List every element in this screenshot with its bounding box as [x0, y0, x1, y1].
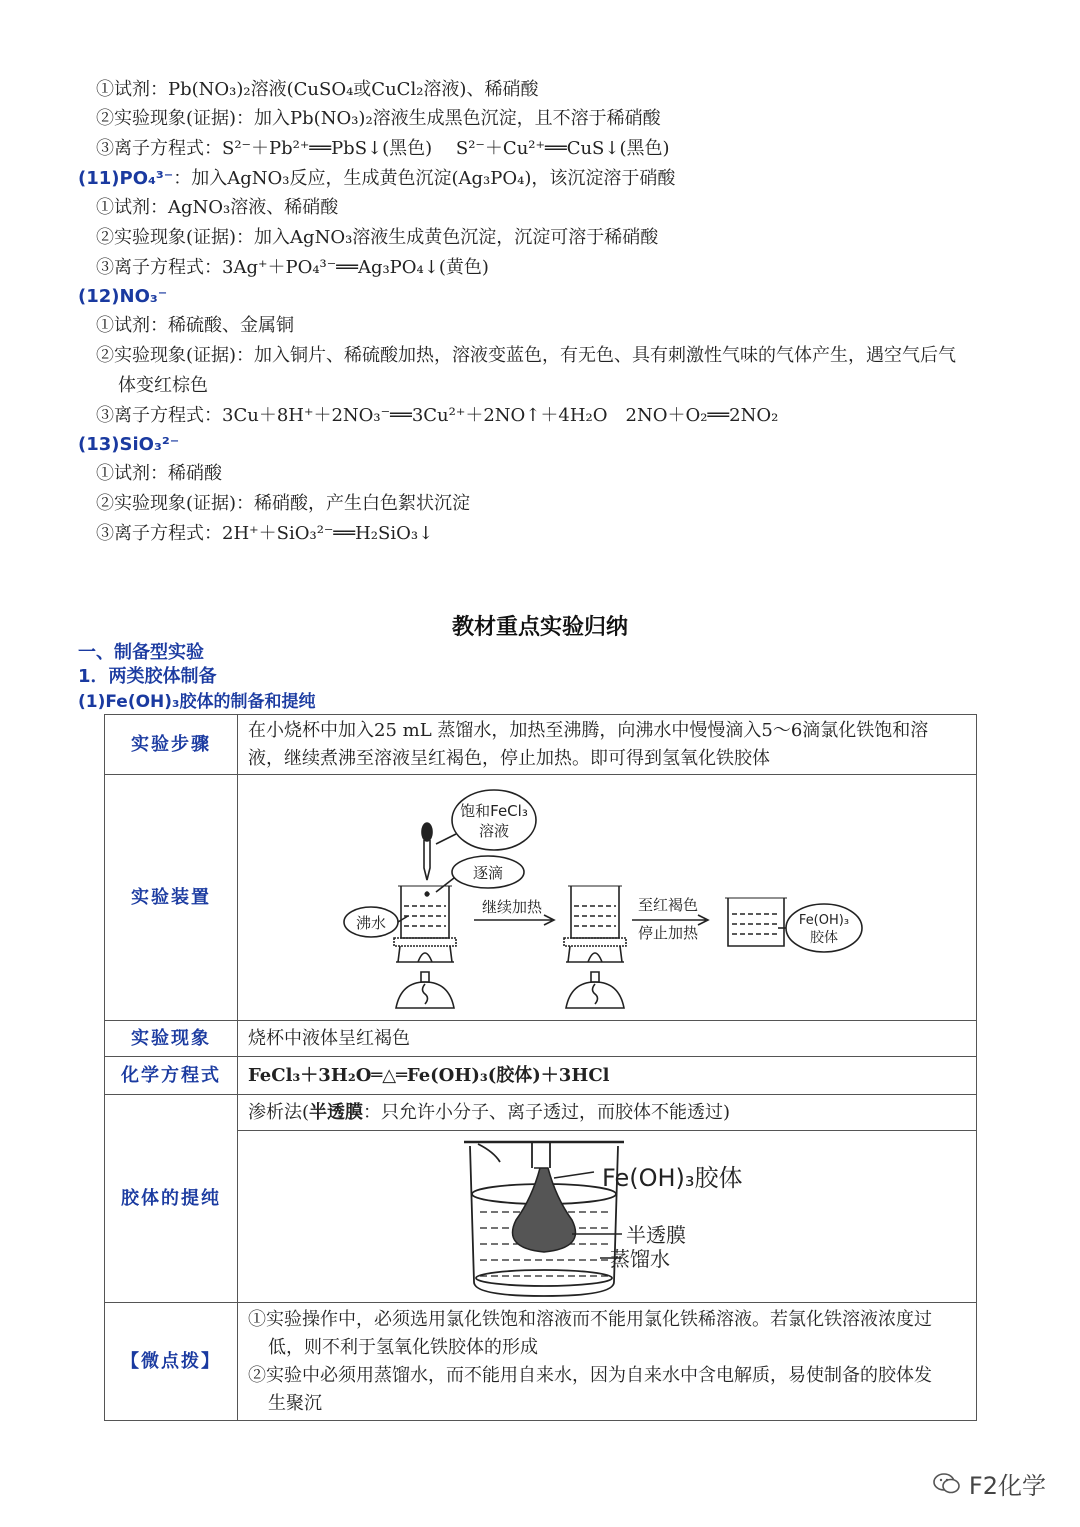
label-colloid-bag: Fe(OH)₃胶体 — [602, 1163, 743, 1192]
s12-reagent: ①试剂：稀硫酸、金属铜 — [96, 315, 294, 336]
dropper — [422, 823, 432, 880]
purify-post: ：只允许小分子、离子透过，而胶体不能透过) — [363, 1101, 731, 1123]
label-arrow-2-a: 至红褐色 — [637, 895, 699, 914]
s10-equation: ③离子方程式：S²⁻＋Pb²⁺══PbS↓(黑色) S²⁻＋Cu²⁺══CuS↓(黑色) — [96, 138, 670, 159]
heading-1: 一、制备型实验 — [78, 642, 204, 663]
watermark-text: F2化学 — [968, 1472, 1046, 1500]
cell-equation: FeCl₃＋3H₂O═△═Fe(OH)₃(胶体)＋3HCl — [238, 1057, 977, 1095]
label-tips: 【微点拨】 — [105, 1303, 238, 1421]
heading-2: 1．两类胶体制备 — [78, 666, 217, 687]
cell-dialysis — [238, 1131, 977, 1303]
label-device: 实验装置 — [105, 775, 238, 1021]
s11-phenomenon: ②实验现象(证据)：加入AgNO₃溶液生成黄色沉淀，沉淀可溶于稀硝酸 — [96, 227, 659, 248]
dialysis-diagram — [238, 1132, 976, 1302]
steps-line-2: 液，继续煮沸至溶液呈红褐色，停止加热。即可得到氢氧化铁胶体 — [248, 747, 770, 769]
tip-2-cont: 生聚沉 — [268, 1392, 322, 1414]
label-arrow-2-b: 停止加热 — [637, 923, 699, 942]
beaker-3 — [728, 898, 784, 946]
row-steps — [105, 715, 977, 775]
row-device — [105, 775, 977, 1021]
membrane-bag — [513, 1168, 576, 1252]
cell-phenomenon: 烧杯中液体呈红褐色 — [238, 1021, 977, 1057]
row-phenomenon — [105, 1021, 977, 1057]
label-colloid-1: Fe(OH)₃ — [798, 912, 850, 928]
heading-3: (1)Fe(OH)₃胶体的制备和提纯 — [78, 692, 316, 712]
label-steps: 实验步骤 — [105, 715, 238, 775]
s11-heading — [78, 167, 675, 191]
label-purify: 胶体的提纯 — [105, 1095, 238, 1303]
row-equation — [105, 1057, 977, 1095]
s10-phenomenon: ②实验现象(证据)：加入Pb(NO₃)₂溶液生成黑色沉淀，且不溶于稀硝酸 — [96, 108, 661, 129]
s13-heading: (13)SiO₃²⁻ — [78, 434, 180, 455]
label-phenomenon: 实验现象 — [105, 1021, 238, 1057]
s12-equation: ③离子方程式：3Cu＋8H⁺＋2NO₃⁻══3Cu²⁺＋2NO↑＋4H₂O 2NO＋O₂══2NO₂ — [96, 405, 779, 426]
label-equation: 化学方程式 — [105, 1057, 238, 1095]
cell-steps — [238, 715, 977, 775]
tip-1-cont: 低，则不利于氢氧化铁胶体的形成 — [268, 1336, 538, 1358]
label-boiling-water: 沸水 — [355, 913, 387, 932]
cell-tips — [238, 1303, 977, 1421]
s12-heading: (12)NO₃⁻ — [78, 286, 168, 307]
label-fecl3-1: 饱和FeCl₃ — [460, 801, 528, 820]
s11-heading-text: ：加入AgNO₃反应，生成黄色沉淀(Ag₃PO₄)，该沉淀溶于硝酸 — [173, 168, 676, 189]
s13-equation: ③离子方程式：2H⁺＋SiO₃²⁻══H₂SiO₃↓ — [96, 523, 434, 544]
label-colloid-2: 胶体 — [810, 929, 838, 946]
label-fecl3-2: 溶液 — [478, 821, 510, 840]
s11-equation: ③离子方程式：3Ag⁺＋PO₄³⁻══Ag₃PO₄↓(黄色) — [96, 257, 489, 278]
s13-phenomenon: ②实验现象(证据)：稀硝酸，产生白色絮状沉淀 — [96, 493, 471, 514]
bubble-fecl3 — [452, 790, 536, 850]
cell-device — [238, 775, 977, 1021]
s13-reagent: ①试剂：稀硝酸 — [96, 463, 222, 484]
label-arrow-1: 继续加热 — [481, 897, 543, 916]
wechat-icon — [933, 1472, 961, 1496]
experiment-table — [104, 714, 977, 1421]
s12-phenomenon: ②实验现象(证据)：加入铜片、稀硫酸加热，溶液变蓝色，有无色、具有刺激性气味的气体产生，遇空气后气 — [96, 345, 957, 366]
s11-reagent: ①试剂：AgNO₃溶液、稀硝酸 — [96, 197, 339, 218]
s12-phenomenon-cont: 体变红棕色 — [118, 375, 208, 396]
cell-purify-text — [238, 1095, 977, 1131]
page-title: 教材重点实验归纳 — [451, 615, 628, 640]
steps-line-1: 在小烧杯中加入25 mL 蒸馏水，加热至沸腾，向沸水中慢慢滴入5～6滴氯化铁饱和溶 — [248, 719, 929, 741]
tip-1: ①实验操作中，必须选用氯化铁饱和溶液而不能用氯化铁稀溶液。若氯化铁溶液浓度过 — [248, 1308, 932, 1330]
beaker-2 — [571, 886, 619, 938]
label-distilled-water: 蒸馏水 — [610, 1246, 670, 1271]
s11-heading-ion: (11)PO₄³⁻ — [78, 168, 174, 189]
purify-pre: 渗析法( — [248, 1101, 310, 1123]
s10-reagent: ①试剂：Pb(NO₃)₂溶液(CuSO₄或CuCl₂溶液)、稀硝酸 — [96, 79, 539, 100]
purify-membrane: 半透膜 — [309, 1101, 364, 1123]
apparatus-diagram — [238, 776, 976, 1020]
tip-2: ②实验中必须用蒸馏水，而不能用自来水，因为自来水中含电解质，易使制备的胶体发 — [248, 1364, 932, 1386]
watermark — [933, 1466, 1046, 1501]
arrow-1 — [474, 915, 554, 925]
label-dropwise: 逐滴 — [472, 863, 504, 882]
row-tips — [105, 1303, 977, 1421]
row-purify-text — [105, 1095, 977, 1131]
label-membrane: 半透膜 — [626, 1222, 686, 1247]
